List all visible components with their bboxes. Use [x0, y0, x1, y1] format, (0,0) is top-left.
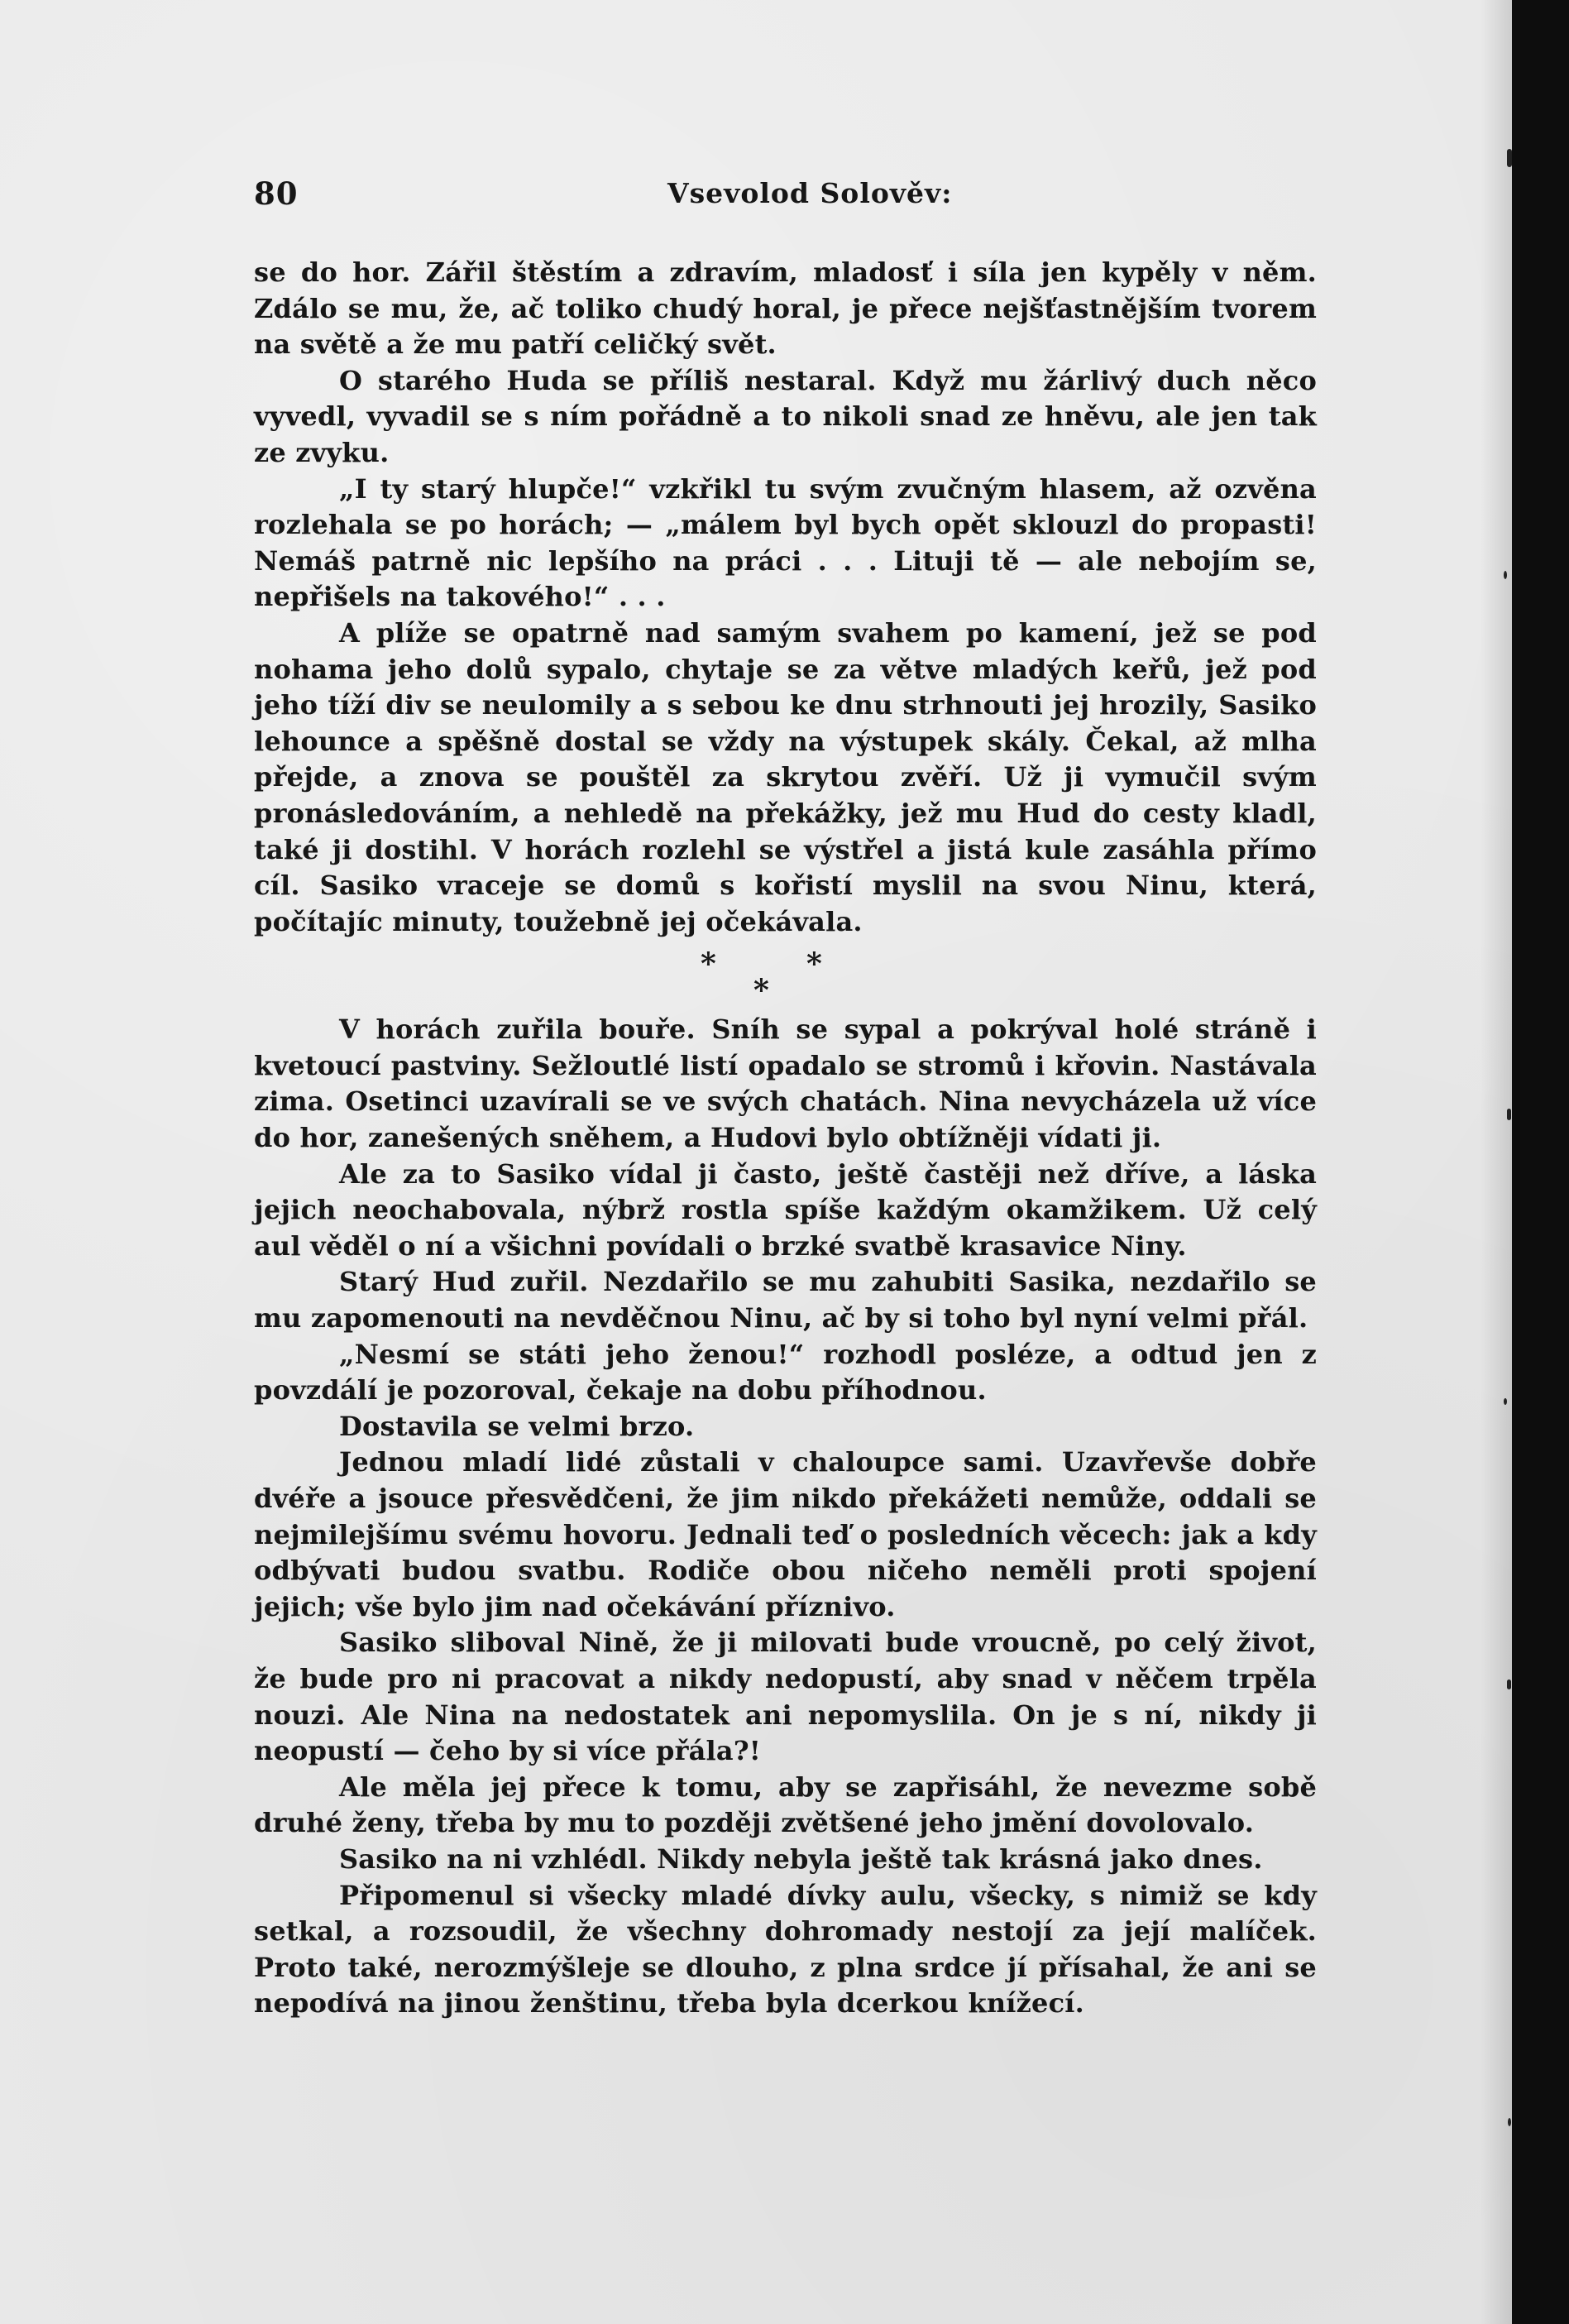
- page-header: [254, 175, 1321, 217]
- paragraph: „Nesmí se státi jeho ženou!“ rozhodl posléze, a odtud jen z povzdálí je pozoroval, čekaje na dobu příhodnou.: [254, 1338, 1317, 1406]
- paragraph: V horách zuřila bouře. Sníh se sypal a pokrýval holé stráně i kvetoucí pastviny. Sežloutlé listí opadalo se stromů i křovin. Nastávala zima. Osetinci uzavírali se ve svých chatách. Nina nevycházela už více do hor, zanešených sněhem, a Hudovi bylo obtížněji vídati ji.: [254, 1013, 1317, 1154]
- separator-star: *: [753, 973, 770, 1009]
- scan-speck: [1507, 149, 1512, 167]
- paragraph: Ale za to Sasiko vídal ji často, ještě častěji než dříve, a láska jejich neochabovala, nýbrž rostla spíše každým okamžikem. Už celý aul věděl o ní a všichni povídali o brzké svatbě krasavice Niny.: [254, 1157, 1317, 1262]
- scan-speck: [1504, 1398, 1507, 1405]
- scan-speck: [1508, 2118, 1511, 2126]
- scan-speck: [1507, 1109, 1511, 1120]
- scan-speck: [1507, 1680, 1511, 1689]
- paragraph: A plíže se opatrně nad samým svahem po kamení, jež se pod nohama jeho dolů sypalo, chytaje se za větve mladých keřů, jež pod jeho tíží div se neulomily a s sebou ke dnu strhnouti jej hrozily, Sasiko lehounce a spěšně dostal se vždy na výstupek skály. Čekal, až mlha přejde, a znova se pouštěl za skrytou zvěří. Už ji vymučil svým pronásledováním, a nehledě na překážky, jež mu Hud do cesty kladl, také ji dostihl. V horách rozlehl se výstřel a jistá kule zasáhla přímo cíl. Sasiko vraceje se domů s kořistí myslil na svou Ninu, která, počítajíc minuty, toužebně jej očekávala.: [254, 616, 1317, 937]
- separator-star: *: [701, 946, 717, 982]
- paragraph: „I ty starý hlupče!“ vzkřikl tu svým zvučným hlasem, až ozvěna rozlehala se po horách; — „málem byl bych opět sklouzl do propasti! Nemáš patrně nic lepšího na práci . . . Lituji tě — ale nebojím se, nepřišels na takového!“ . . .: [254, 472, 1317, 613]
- paragraph: Připomenul si všecky mladé dívky aulu, všecky, s nimiž se kdy setkal, a rozsoudil, že všechny dohromady nestojí za její malíček. Proto také, nerozmýšleje se dlouho, z plna srdce jí přísahal, že ani se nepodívá na jinou ženštinu, třeba byla dcerkou knížecí.: [254, 1879, 1317, 2020]
- paragraph: O starého Huda se příliš nestaral. Když mu žárlivý duch něco vyvedl, vyvadil se s ním pořádně a to nikoli snad ze hněvu, ale jen tak ze zvyku.: [254, 364, 1317, 468]
- paragraph: Ale měla jej přece k tomu, aby se zapřisáhl, že nevezme sobě druhé ženy, třeba by mu to později zvětšené jeho jmění dovolovalo.: [254, 1771, 1317, 1839]
- paragraph: Sasiko na ni vzhlédl. Nikdy nebyla ještě tak krásná jako dnes.: [339, 1842, 1263, 1875]
- page-number: 80: [254, 175, 299, 212]
- body-text: [254, 255, 1317, 2022]
- separator-star: *: [806, 946, 823, 982]
- page-edge-shadow: [1481, 0, 1512, 2324]
- scan-speck: [1504, 571, 1507, 579]
- paragraph: Sasiko sliboval Nině, že ji milovati bude vroucně, po celý život, že bude pro ni pracovat a nikdy nedopustí, aby snad v něčem trpěla nouzi. Ale Nina na nedostatek ani nepomyslila. On je s ní, nikdy ji neopustí — čeho by si více přála?!: [254, 1627, 1317, 1767]
- paragraph: Dostavila se velmi brzo.: [339, 1410, 695, 1442]
- paragraph: Starý Hud zuřil. Nezdařilo se mu zahubiti Sasika, nezdařilo se mu zapomenouti na nevděčnou Ninu, ač by si toho byl nyní velmi přál.: [254, 1266, 1317, 1335]
- paragraph: se do hor. Zářil štěstím a zdravím, mladosť i síla jen kypěly v něm. Zdálo se mu, že, ač toliko chudý horal, je přece nejšťastnějším tvorem na světě a že mu patří celičký svět.: [254, 256, 1317, 361]
- running-head: Vsevolod Solověv:: [667, 177, 953, 209]
- paragraph: Jednou mladí lidé zůstali v chaloupce sami. Uzavřevše dobře dvéře a jsouce přesvědčeni, že jim nikdo překážeti nemůže, oddali se nejmilejšímu svému hovoru. Jednali teď o posledních věcech: jak a kdy odbývati budou svatbu. Rodiče obou ničeho neměli proti spojení jejich; vše bylo jim nad očekávání příznivo.: [254, 1446, 1317, 1622]
- section-separator: [701, 940, 866, 1012]
